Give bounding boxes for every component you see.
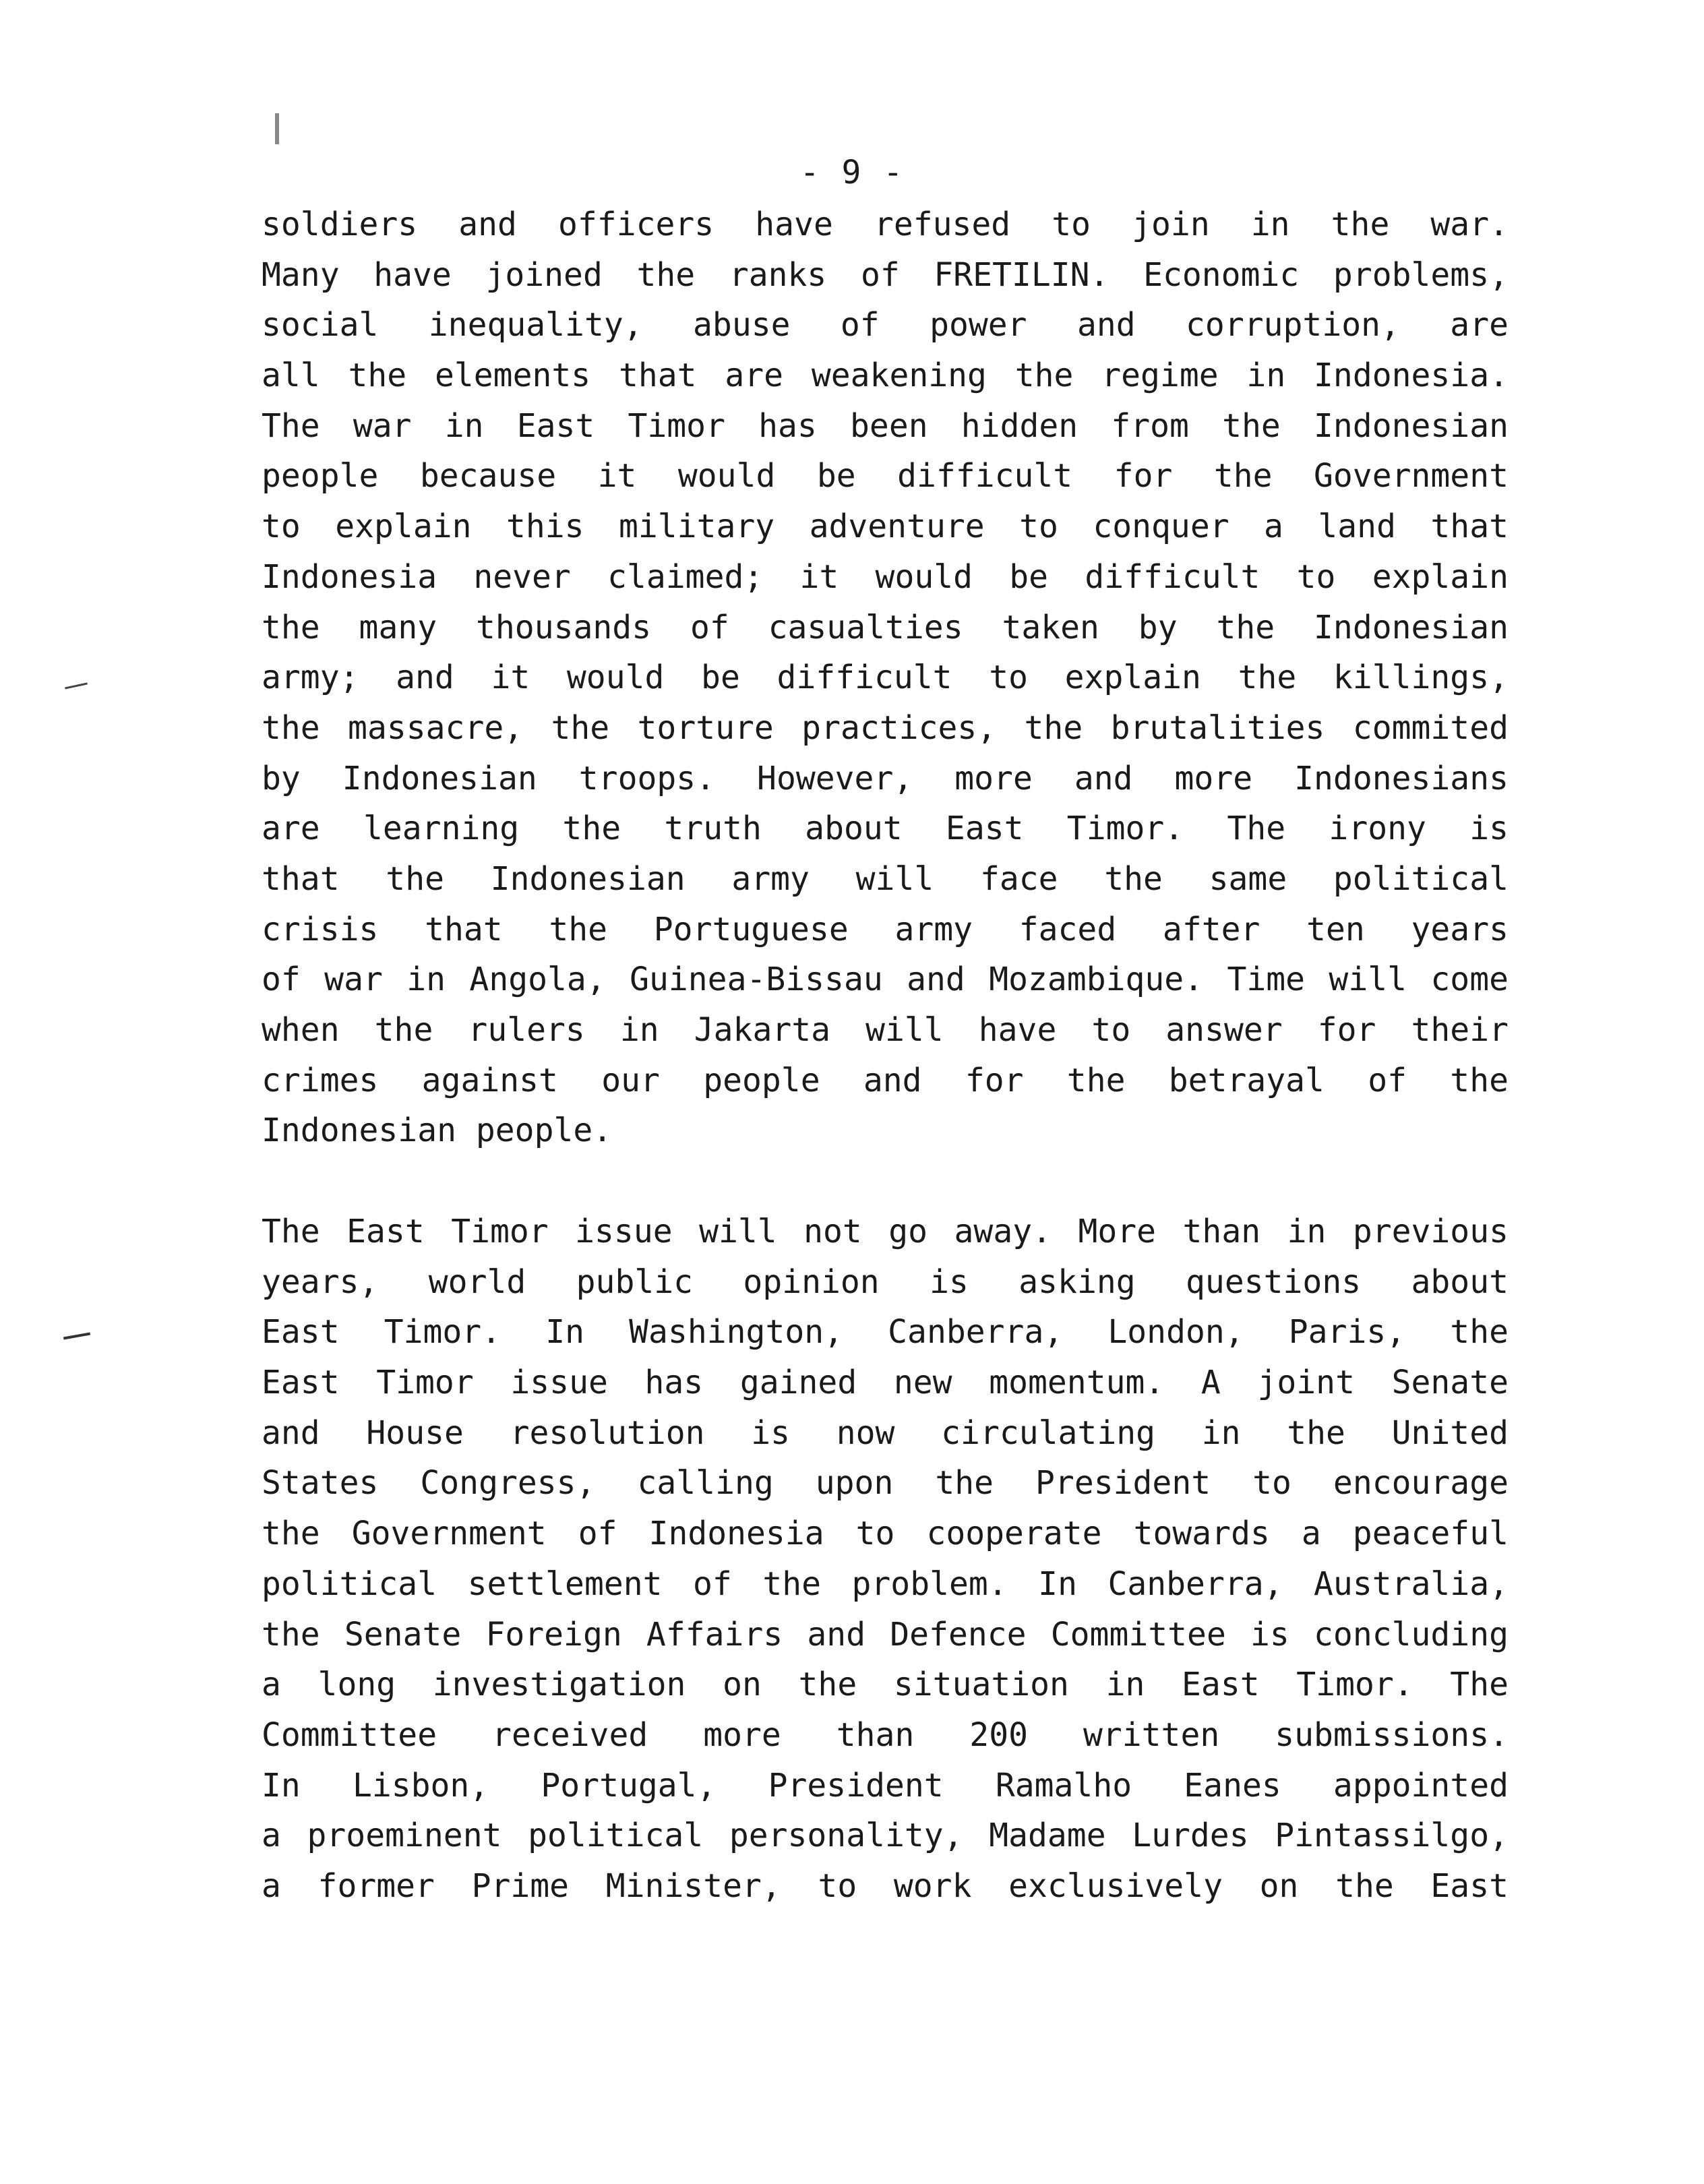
text-line: The war in East Timor has been hidden from the Indonesian	[262, 406, 1509, 445]
page-number: - 9 -	[799, 154, 905, 191]
text-line: crisis that the Portuguese army faced after ten years	[262, 910, 1509, 948]
text-line: the many thousands of casualties taken by the Indonesian	[262, 608, 1509, 646]
text-line: Many have joined the ranks of FRETILIN. Economic problems,	[262, 255, 1509, 294]
text-line: Committee received more than 200 written submissions.	[262, 1716, 1509, 1754]
text-line: a former Prime Minister, to work exclusively on the East	[262, 1867, 1509, 1905]
text-line: the Senate Foreign Affairs and Defence Committee is concluding	[262, 1615, 1509, 1654]
text-line: a proeminent political personality, Madame Lurdes Pintassilgo,	[262, 1817, 1509, 1855]
text-line: army; and it would be difficult to explain the killings,	[262, 659, 1509, 697]
text-line: crimes against our people and for the betrayal of the	[262, 1061, 1509, 1099]
text-line: and House resolution is now circulating in the United	[262, 1414, 1509, 1452]
text-line: years, world public opinion is asking questions about	[262, 1263, 1509, 1301]
text-line: In Lisbon, Portugal, President Ramalho Eanes appointed	[262, 1766, 1509, 1804]
scan-speck	[275, 113, 279, 144]
text-line: the massacre, the torture practices, the brutalities commited	[262, 708, 1509, 747]
text-line: Indonesian people.	[262, 1112, 613, 1150]
paragraph-1	[262, 200, 1509, 1156]
text-line: The East Timor issue will not go away. More than in previous	[262, 1213, 1509, 1250]
text-line: political settlement of the problem. In Canberra, Australia,	[262, 1565, 1509, 1603]
text-line: a long investigation on the situation in East Timor. The	[262, 1666, 1509, 1704]
text-line: East Timor issue has gained new momentum. A joint Senate	[262, 1364, 1509, 1402]
text-line: social inequality, abuse of power and corruption, are	[262, 306, 1509, 344]
paragraph-2	[262, 1207, 1509, 1912]
scan-speck	[63, 1333, 90, 1340]
text-line: when the rulers in Jakarta will have to answer for their	[262, 1011, 1509, 1049]
text-line: by Indonesian troops. However, more and more Indonesians	[262, 759, 1509, 797]
text-line: people because it would be difficult for the Government	[262, 457, 1509, 495]
text-line: States Congress, calling upon the President to encourage	[262, 1464, 1509, 1503]
text-line: East Timor. In Washington, Canberra, London, Paris, the	[262, 1313, 1509, 1352]
text-line: of war in Angola, Guinea-Bissau and Mozambique. Time will come	[262, 961, 1509, 999]
text-line: all the elements that are weakening the regime in Indonesia.	[262, 357, 1509, 395]
text-line: Indonesia never claimed; it would be difficult to explain	[262, 557, 1509, 596]
text-line: the Government of Indonesia to cooperate towards a peaceful	[262, 1515, 1509, 1553]
text-line: soldiers and officers have refused to join in the war.	[262, 206, 1509, 243]
text-line: to explain this military adventure to conquer a land that	[262, 508, 1509, 546]
text-line: are learning the truth about East Timor. The irony is	[262, 810, 1509, 848]
scan-speck	[65, 682, 88, 689]
text-line: that the Indonesian army will face the same political	[262, 859, 1509, 898]
